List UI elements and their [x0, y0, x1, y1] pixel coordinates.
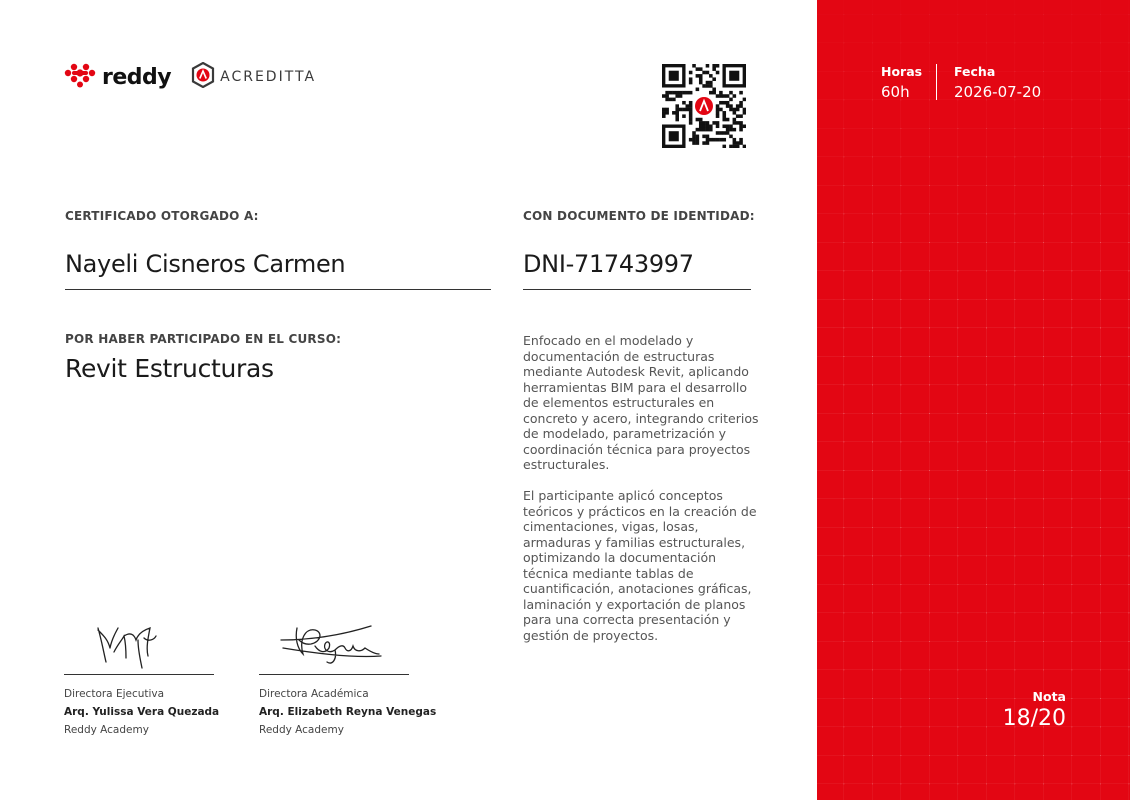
signatory-organization: Reddy Academy [259, 724, 344, 736]
hours-label: Horas [881, 64, 923, 79]
signature-line [259, 674, 409, 675]
recipient-label: CERTIFICADO OTORGADO A: [65, 209, 259, 223]
course-description [523, 333, 763, 659]
signatory-name: Arq. Yulissa Vera Quezada [64, 706, 220, 718]
handwritten-signature-1 [64, 618, 214, 672]
hours-block [881, 64, 922, 101]
date-block [954, 64, 1041, 101]
divider [936, 64, 937, 100]
reddy-logo [64, 62, 171, 93]
signatory-name: Arq. Elizabeth Reyna Venegas [259, 706, 437, 718]
reddy-logo-icon [64, 62, 96, 93]
signature-line [64, 674, 214, 675]
grade-value: 18/20 [1002, 706, 1066, 731]
date-value: 2026-07-20 [954, 83, 1042, 101]
side-panel [817, 0, 1130, 800]
acreditta-logo-icon [191, 62, 215, 93]
handwritten-signature-2 [259, 618, 409, 672]
identity-document-label: CON DOCUMENTO DE IDENTIDAD: [523, 209, 755, 223]
description-paragraph: El participante aplicó conceptos teóricos y prácticos en la creación de cimentaciones, vigas, losas, armaduras y familias estructurales, optimizando la documentación técnica mediante tablas de cuantificación, anotaciones gráficas, laminación y exportación de planos para una correcta presentación y gestión de proyectos. [523, 488, 757, 643]
grade-block [1003, 689, 1066, 731]
acreditta-logo-text: ACREDITTA [220, 69, 317, 85]
grade-label: Nota [1032, 689, 1066, 704]
course-label: POR HABER PARTICIPADO EN EL CURSO: [65, 332, 342, 346]
identity-document-value: DNI-71743997 [523, 250, 751, 290]
reddy-logo-text: reddy [102, 64, 172, 90]
hours-value: 60h [881, 83, 910, 101]
signature-executive-director [64, 618, 220, 736]
acreditta-logo [191, 62, 316, 93]
recipient-name: Nayeli Cisneros Carmen [65, 250, 491, 290]
course-name: Revit Estructuras [65, 354, 274, 383]
date-label: Fecha [954, 64, 996, 79]
qr-code-icon[interactable] [662, 64, 746, 148]
signatory-role: Directora Ejecutiva [64, 688, 165, 700]
signatory-organization: Reddy Academy [64, 724, 149, 736]
signatory-role: Directora Académica [259, 688, 369, 700]
signature-academic-director [259, 618, 437, 736]
description-paragraph: Enfocado en el modelado y documentación de estructuras mediante Autodesk Revit, aplicando herramientas BIM para el desarrollo de elementos estructurales en concreto y acero, integrando criterios de modelado, parametrización y coordinación técnica para proyectos estructurales. [523, 333, 759, 472]
logo-bar [64, 60, 316, 94]
grid-pattern [817, 0, 1130, 800]
